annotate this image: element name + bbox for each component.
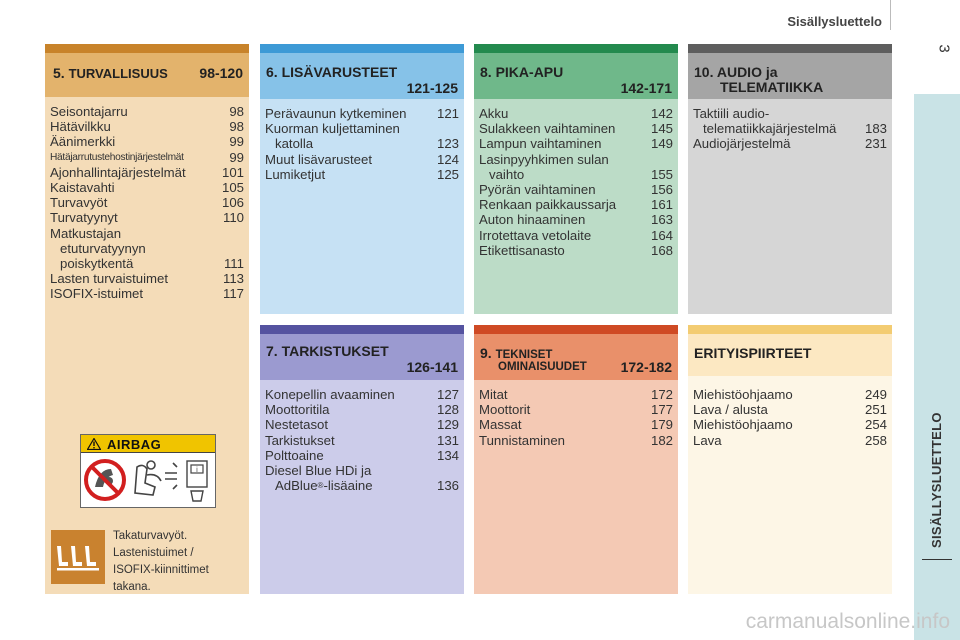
toc-entry[interactable] <box>693 136 887 151</box>
toc-entry-label: Miehistöohjaamo <box>693 387 793 402</box>
toc-entry-page: 231 <box>864 136 887 152</box>
toc-entry[interactable] <box>50 271 244 286</box>
rear-seats-note-line: ISOFIX-kiinnittimet <box>113 564 209 576</box>
section-5-title: TURVALLISUUS <box>68 66 168 81</box>
toc-entry-page: 128 <box>436 402 459 418</box>
toc-entry[interactable] <box>50 256 244 271</box>
toc-entry-label: Kaistavahti <box>50 180 115 196</box>
toc-entry-page: 101 <box>221 164 244 180</box>
section-10-header <box>688 53 892 99</box>
section-7-color-bar <box>260 325 464 334</box>
toc-entry-page: 254 <box>864 417 887 433</box>
toc-entry-page: 177 <box>650 402 673 418</box>
toc-entry-page: 136 <box>436 478 459 494</box>
rear-seats-icon <box>51 530 105 584</box>
toc-entry-label: Lasten turvaistuimet <box>50 271 169 287</box>
toc-entry[interactable] <box>693 402 887 417</box>
toc-entry[interactable] <box>693 106 887 121</box>
toc-entry-label: AdBlue <box>275 478 318 494</box>
toc-entry-page: 155 <box>650 166 673 182</box>
airbag-label-pictograms <box>81 453 215 507</box>
toc-entry[interactable] <box>265 463 459 478</box>
section-erityispiirteet-body <box>688 380 892 594</box>
section-10-number: 10. <box>694 64 714 80</box>
toc-entry[interactable] <box>479 212 673 227</box>
toc-entry-page: 99 <box>229 134 244 150</box>
toc-entry[interactable] <box>479 417 673 432</box>
toc-entry-label: Irrotettava vetolaite <box>479 227 592 243</box>
section-5-body <box>45 97 249 594</box>
toc-entry-label: Lava <box>693 432 722 448</box>
toc-entry-page: 258 <box>864 432 887 448</box>
toc-entry-page: 124 <box>436 151 459 167</box>
toc-entry[interactable] <box>265 167 459 182</box>
section-9-title2: OMINAISUUDET <box>498 361 587 373</box>
section-9-page-range: 172-182 <box>620 359 672 375</box>
section-8-title: PIKA-APU <box>495 64 564 80</box>
toc-entry[interactable] <box>693 417 887 432</box>
toc-entry-label: Akku <box>479 106 509 121</box>
toc-entry-page: 183 <box>864 121 887 137</box>
section-7-title: TARKISTUKSET <box>281 343 389 359</box>
section-7-tarkistukset[interactable] <box>260 325 464 594</box>
toc-entry-label: Lava / alusta <box>693 402 768 418</box>
toc-entry-label: katolla <box>275 136 314 152</box>
toc-entry-label: Nestetasot <box>265 417 329 433</box>
toc-entry[interactable] <box>265 152 459 167</box>
side-tab-label: SISÄLLYSLUETTELO <box>929 412 944 548</box>
toc-entry[interactable] <box>479 228 673 243</box>
toc-entry-label: Turvavyöt <box>50 195 108 211</box>
toc-entry-label: Hätäjarrutustehostinjärjestelmät <box>50 151 184 163</box>
toc-entry[interactable] <box>265 106 459 121</box>
section-8-pika-apu[interactable] <box>474 44 678 314</box>
section-6-color-bar <box>260 44 464 53</box>
toc-entry-label: Mitat <box>479 387 508 402</box>
toc-entry-label: Konepellin avaaminen <box>265 387 395 402</box>
toc-entry-page: 179 <box>650 417 673 433</box>
section-5-toc <box>45 97 249 302</box>
section-7-title-line <box>266 343 389 359</box>
toc-entry[interactable] <box>693 121 887 136</box>
toc-entry-label: Kuorman kuljettaminen <box>265 121 400 137</box>
toc-entry-page: 117 <box>222 286 244 302</box>
section-10-title-second-line: TELEMATIIKKA <box>720 79 824 95</box>
section-6-body <box>260 99 464 314</box>
toc-entry-label: Muut lisävarusteet <box>265 151 373 167</box>
section-7-toc <box>260 380 464 493</box>
section-6-toc <box>260 99 464 182</box>
toc-entry[interactable] <box>50 104 244 119</box>
watermark-text: carmanualsonline.info <box>745 610 950 633</box>
section-9-number: 9. <box>480 345 492 361</box>
toc-entry[interactable] <box>50 241 244 256</box>
toc-entry[interactable] <box>479 106 673 121</box>
toc-entry[interactable] <box>50 165 244 180</box>
toc-entry-label: Diesel Blue HDi ja <box>265 463 372 479</box>
toc-entry-label: Äänimerkki <box>50 134 116 150</box>
section-5-header <box>45 53 249 97</box>
section-9-header <box>474 334 678 380</box>
toc-entry-label: Taktiili audio- <box>693 106 770 121</box>
toc-entry-label: Pyörän vaihtaminen <box>479 182 596 198</box>
svg-text:i: i <box>196 466 198 474</box>
toc-entry[interactable] <box>479 197 673 212</box>
toc-entry[interactable] <box>50 210 244 225</box>
toc-entry[interactable] <box>479 182 673 197</box>
section-5-page-range: 98-120 <box>199 65 243 81</box>
section-9-tekniset-ominaisuudet[interactable] <box>474 325 678 594</box>
toc-entry-page: 98 <box>229 119 244 135</box>
rear-seats-note-line: Lastenistuimet / <box>113 547 194 559</box>
toc-entry[interactable] <box>479 136 673 151</box>
toc-entry[interactable] <box>479 402 673 417</box>
section-6-lisavarusteet[interactable] <box>260 44 464 314</box>
toc-entry-page: 105 <box>221 180 244 196</box>
side-tab-underline <box>922 559 952 560</box>
section-erityispiirteet[interactable] <box>688 325 892 594</box>
toc-entry-page: 113 <box>222 271 244 287</box>
page-number: 3 <box>935 44 953 53</box>
toc-entry[interactable] <box>479 433 673 448</box>
toc-entry-label: poiskytkentä <box>60 256 134 272</box>
rear-facing-child-seat-prohibited-icon <box>81 453 215 507</box>
toc-entry-label: Polttoaine <box>265 447 324 463</box>
toc-entry-label: Miehistöohjaamo <box>693 417 793 433</box>
section-10-toc <box>688 99 892 152</box>
toc-entry[interactable] <box>50 226 244 241</box>
section-10-title: AUDIO ja <box>716 64 778 80</box>
toc-entry[interactable] <box>693 433 887 448</box>
section-9-color-bar <box>474 325 678 334</box>
toc-entry[interactable] <box>265 478 459 493</box>
toc-entry-page: 131 <box>436 432 459 448</box>
toc-entry-label: Etikettisanasto <box>479 242 565 258</box>
toc-entry-page: 149 <box>650 136 673 152</box>
page-header-title: Sisällysluettelo <box>787 14 882 29</box>
toc-entry[interactable] <box>265 402 459 417</box>
airbag-label-header <box>81 435 215 453</box>
toc-entry-label: Perävaunun kytkeminen <box>265 106 407 121</box>
toc-entry[interactable] <box>265 136 459 151</box>
section-5-number: 5. <box>53 65 65 81</box>
toc-entry[interactable] <box>265 387 459 402</box>
section-erityispiirteet-color-bar <box>688 325 892 334</box>
section-6-title-line <box>266 64 397 80</box>
toc-entry-label: Matkustajan <box>50 225 122 241</box>
section-erityispiirteet-title: ERITYISPIIRTEET <box>694 345 812 361</box>
rear-seats-note-line: takana. <box>113 581 151 593</box>
toc-entry-page: 106 <box>221 195 244 211</box>
toc-entry-page: 125 <box>436 166 459 182</box>
section-9-toc <box>474 380 678 448</box>
section-8-color-bar <box>474 44 678 53</box>
section-7-header <box>260 334 464 380</box>
toc-entry[interactable] <box>50 119 244 134</box>
toc-entry-registered-mark: ® <box>317 481 324 491</box>
rear-seats-note <box>113 528 245 596</box>
toc-entry[interactable] <box>265 121 459 136</box>
airbag-label-text: AIRBAG <box>107 437 162 452</box>
toc-entry[interactable] <box>479 167 673 182</box>
section-10-title-line <box>694 64 778 80</box>
toc-entry-page: 121 <box>436 106 459 121</box>
toc-entry[interactable] <box>479 152 673 167</box>
toc-entry-label: Moottoritila <box>265 402 330 418</box>
toc-entry-page: 98 <box>229 104 244 119</box>
section-7-body <box>260 380 464 594</box>
section-10-body <box>688 99 892 314</box>
toc-entry-page: 163 <box>650 212 673 228</box>
section-8-toc <box>474 99 678 258</box>
side-tab-label-wrap <box>922 248 952 548</box>
toc-entry-page: 249 <box>864 387 887 402</box>
toc-entry[interactable] <box>265 448 459 463</box>
toc-entry-page: 145 <box>650 121 673 137</box>
section-6-page-range: 121-125 <box>406 80 458 96</box>
toc-entry[interactable] <box>50 134 244 149</box>
section-6-title: LISÄVARUSTEET <box>281 64 398 80</box>
toc-entry-page: 161 <box>650 197 673 213</box>
toc-entry-label: Sulakkeen vaihtaminen <box>479 121 616 137</box>
toc-entry-label: Lumiketjut <box>265 166 326 182</box>
toc-entry-label: Tarkistukset <box>265 432 335 448</box>
toc-entry[interactable] <box>265 417 459 432</box>
section-8-title-line <box>480 64 563 80</box>
section-9-body <box>474 380 678 594</box>
toc-entry[interactable] <box>50 180 244 195</box>
toc-entry-page: 129 <box>436 417 459 433</box>
toc-entry-page: 168 <box>650 242 673 258</box>
section-8-page-range: 142-171 <box>620 80 672 96</box>
toc-entry-page: 99 <box>229 149 244 165</box>
toc-entry-page: 111 <box>223 256 244 272</box>
toc-entry-page: 127 <box>436 387 459 402</box>
toc-entry-label: Ajonhallintajärjestelmät <box>50 164 186 180</box>
toc-entry-label: Hätävilkku <box>50 119 111 135</box>
toc-entry-label: Moottorit <box>479 402 531 418</box>
toc-entry-page: 164 <box>650 227 673 243</box>
section-10-color-bar <box>688 44 892 53</box>
warning-triangle-icon <box>87 438 101 450</box>
toc-entry-label: ISOFIX-istuimet <box>50 286 144 302</box>
toc-entry-page: 182 <box>650 432 673 448</box>
section-9-title-second-line <box>498 359 672 375</box>
section-8-body <box>474 99 678 314</box>
toc-entry-label: telematiikkajärjestelmä <box>703 121 837 137</box>
toc-entry-page: 251 <box>864 402 887 418</box>
toc-entry-label: vaihto <box>489 166 525 182</box>
section-8-number: 8. <box>480 64 492 80</box>
header-divider-vertical <box>890 0 891 30</box>
toc-entry-page: 142 <box>650 106 673 121</box>
section-9-title: TEKNISET <box>495 349 553 361</box>
toc-entry[interactable] <box>50 150 244 165</box>
toc-entry-page: 123 <box>436 136 459 152</box>
toc-entry-label: Seisontajarru <box>50 104 128 119</box>
section-10-audio-telematiikka[interactable] <box>688 44 892 314</box>
toc-entry-label: Turvatyynyt <box>50 210 118 226</box>
toc-entry[interactable] <box>693 387 887 402</box>
section-5-title-left <box>53 65 168 82</box>
toc-entry-label: Lasinpyyhkimen sulan <box>479 151 609 167</box>
toc-entry[interactable] <box>479 243 673 258</box>
section-8-header <box>474 53 678 99</box>
toc-entry-page: 134 <box>436 447 459 463</box>
toc-entry-label: Audiojärjestelmä <box>693 136 791 152</box>
toc-entry-label: Lampun vaihtaminen <box>479 136 602 152</box>
section-erityispiirteet-toc <box>688 380 892 448</box>
airbag-warning-label <box>80 434 216 508</box>
toc-entry-label: Tunnistaminen <box>479 432 566 448</box>
toc-entry-label: etuturvatyynyn <box>60 240 146 256</box>
section-5-turvallisuus[interactable] <box>45 44 249 594</box>
toc-entry-page: 110 <box>222 210 244 226</box>
toc-entry-label: Renkaan paikkaussarja <box>479 197 617 213</box>
toc-entry[interactable] <box>479 387 673 402</box>
section-erityispiirteet-header <box>688 334 892 376</box>
section-7-page-range: 126-141 <box>406 359 458 375</box>
toc-entry-page: 156 <box>650 182 673 198</box>
toc-entry-label: Auton hinaaminen <box>479 212 586 228</box>
toc-entry[interactable] <box>479 121 673 136</box>
toc-entry[interactable] <box>50 195 244 210</box>
toc-entry[interactable] <box>50 286 244 301</box>
section-6-number: 6. <box>266 64 278 80</box>
toc-entry-label-suffix: -lisäaine <box>323 478 373 494</box>
section-6-header <box>260 53 464 99</box>
toc-entry-page: 172 <box>650 387 673 402</box>
rear-seats-note-line: Takaturvavyöt. <box>113 530 188 542</box>
section-7-number: 7. <box>266 343 278 359</box>
toc-entry[interactable] <box>265 433 459 448</box>
toc-entry-label: Massat <box>479 417 522 433</box>
section-5-color-bar <box>45 44 249 53</box>
